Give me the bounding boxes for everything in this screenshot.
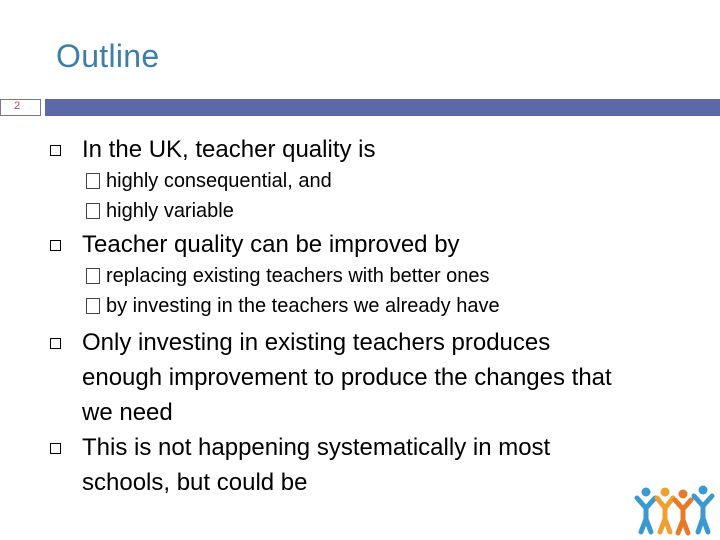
sub-bullet-text: highly variable xyxy=(106,200,234,222)
bullet-text-line: Only investing in existing teachers produces xyxy=(82,329,551,356)
sub-bullet xyxy=(86,197,234,226)
bullet-square-icon xyxy=(50,443,61,454)
sub-bullet xyxy=(86,292,500,321)
bullet-text-line: we need xyxy=(82,399,173,426)
sub-bullet xyxy=(86,167,332,196)
bullet-square-icon xyxy=(50,145,61,156)
sub-bullet-box-icon xyxy=(86,298,100,314)
sub-bullet-box-icon xyxy=(86,203,100,219)
bullet-square-icon xyxy=(50,338,61,349)
bullet-text: In the UK, teacher quality is xyxy=(82,136,376,163)
bullet-text-line: This is not happening systematically in most xyxy=(82,434,551,461)
slide-number-box xyxy=(0,99,41,116)
bullet-text-line: enough improvement to produce the changes that xyxy=(82,364,612,391)
header-bar xyxy=(45,99,720,116)
sub-bullet xyxy=(86,262,490,291)
bullet-square-icon xyxy=(50,240,61,251)
slide-number: 2 xyxy=(14,100,21,112)
sub-bullet-text: replacing existing teachers with better ones xyxy=(106,265,490,287)
sub-bullet-box-icon xyxy=(86,173,100,189)
people-group-icon xyxy=(634,484,716,536)
sub-bullet-text: highly consequential, and xyxy=(106,170,332,192)
sub-bullet-text: by investing in the teachers we already have xyxy=(106,295,500,317)
slide-title: Outline xyxy=(56,38,160,74)
sub-bullet-box-icon xyxy=(86,268,100,284)
bullet-text: Teacher quality can be improved by xyxy=(82,231,460,258)
bullet-text-line: schools, but could be xyxy=(82,469,308,496)
